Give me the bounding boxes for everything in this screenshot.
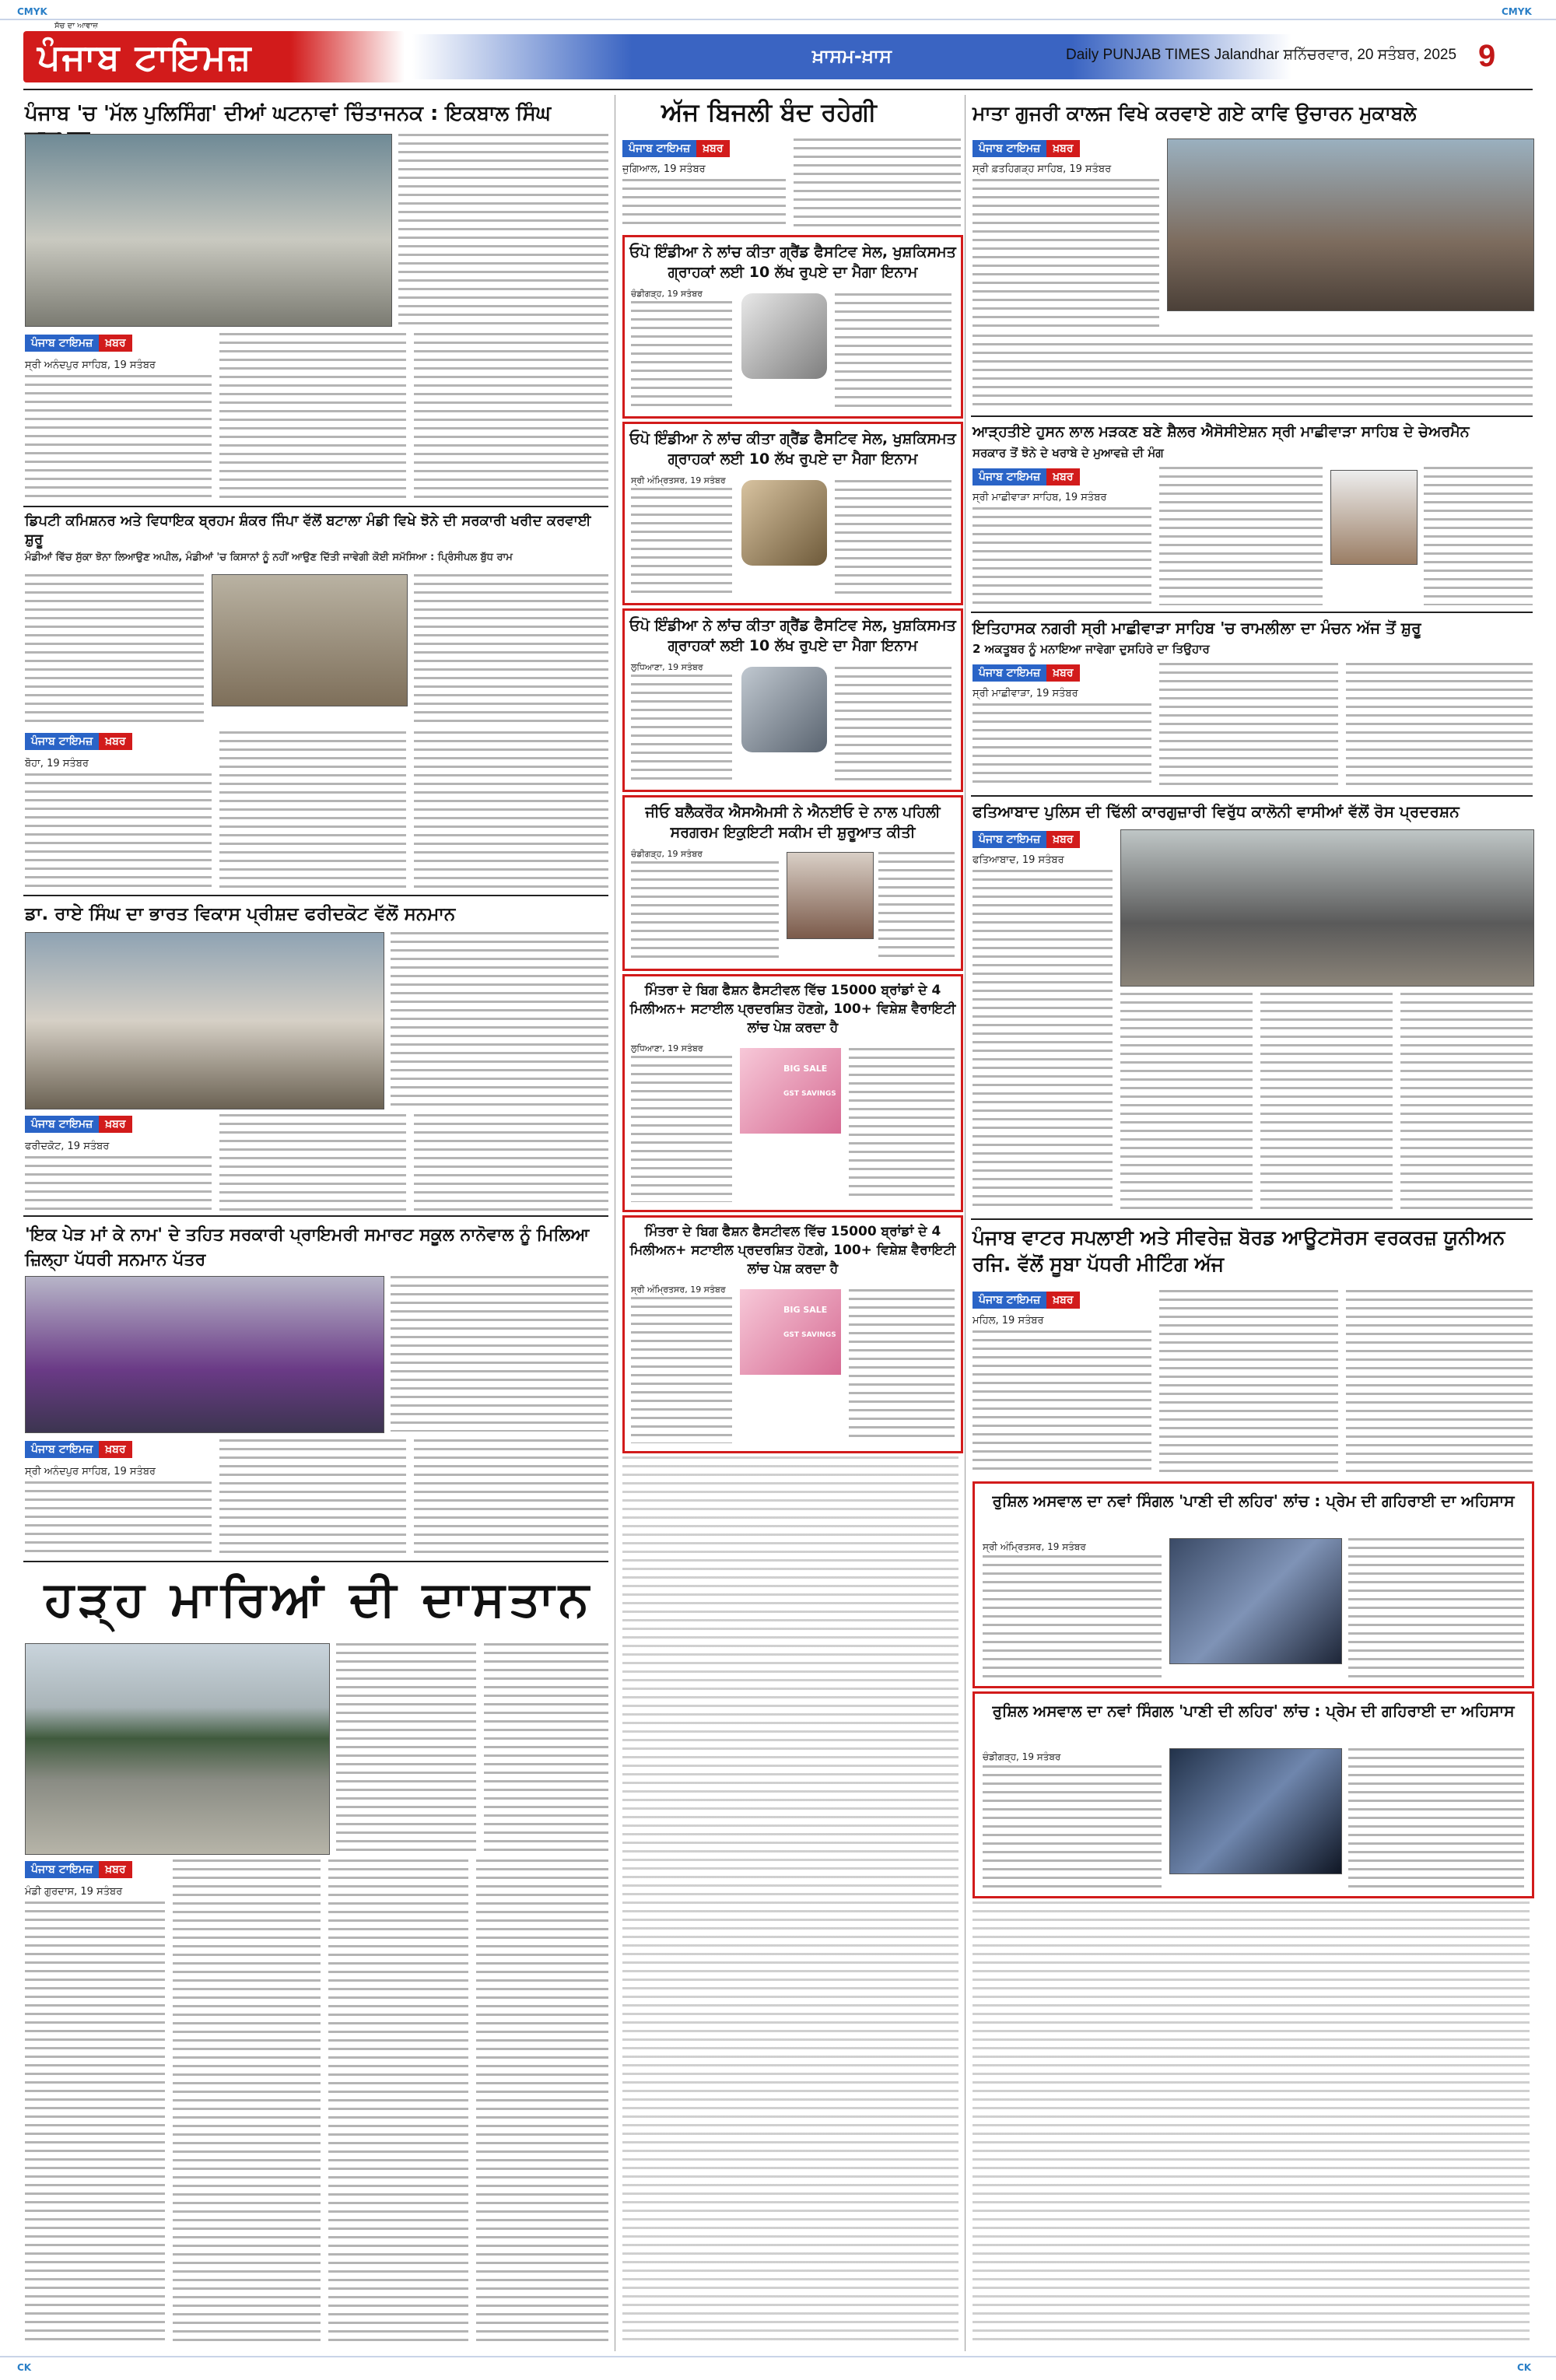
- r3-text-col-2: [1159, 663, 1338, 789]
- jio-blackrock-headline: ਜੀਓ ਬਲੈਕਰੌਕ ਐਸਐਮਸੀ ਨੇ ਐਨਈਓ ਦੇ ਨਾਲ ਪਹਿਲੀ ਸਰਗਰਮ ਇਕੁਇਟੀ ਸਕੀਮ ਦੀ ਸ਼ੁਰੂਆਤ ਕੀਤੀ: [645, 804, 941, 841]
- oppo-ad-2-headline: ਓਪੋ ਇੰਡੀਆ ਨੇ ਲਾਂਚ ਕੀਤਾ ਗ੍ਰੈਂਡ ਫੈਸਟਿਵ ਸੇਲ, ਖੁਸ਼ਕਿਸਮਤ ਗ੍ਰਾਹਕਾਂ ਲਈ 10 ਲੱਖ ਰੁਪਏ ਦਾ ਮੈਗਾ ਇਨਾਮ: [629, 430, 956, 468]
- r2-text-col-3: [1424, 467, 1533, 605]
- article-2-subhead: ਮੰਡੀਆਂ ਵਿੱਚ ਸੁੱਕਾ ਝੋਨਾ ਲਿਆਉਣ ਅਪੀਲ, ਮੰਡੀਆਂ 'ਚ ਕਿਸਾਨਾਂ ਨੂੰ ਨਹੀਂ ਆਉਣ ਦਿੱਤੀ ਜਾਵੇਗੀ ਕੋਈ ਸਮੱਸਿਆ : ਪ੍ਰਿੰਸੀਪਲ ਬੁੱਧ ਰਾਮ: [25, 552, 513, 563]
- r1-headline: ਮਾਤਾ ਗੁਜਰੀ ਕਾਲਜ ਵਿਖੇ ਕਰਵਾਏ ਗਏ ਕਾਵਿ ਉਚਾਰਨ ਮੁਕਾਬਲੇ: [972, 102, 1417, 124]
- page-number: 9: [1478, 39, 1496, 73]
- oppo-ad-3-headline: ਓਪੋ ਇੰਡੀਆ ਨੇ ਲਾਂਚ ਕੀਤਾ ਗ੍ਰੈਂਡ ਫੈਸਟਿਵ ਸੇਲ, ਖੁਸ਼ਕਿਸਮਤ ਗ੍ਰਾਹਕਾਂ ਲਈ 10 ਲੱਖ ਰੁਪਏ ਦਾ ਮੈਗਾ ਇਨਾਮ: [629, 617, 956, 654]
- article-3-text-col-right: [391, 932, 608, 1108]
- r2-subhead: ਸਰਕਾਰ ਤੋਂ ਝੋਨੇ ਦੇ ਖਰਾਬੇ ਦੇ ਮੁਆਵਜ਼ੇ ਦੀ ਮੰਗ: [972, 446, 1164, 460]
- article-2-text-col-6: [414, 731, 608, 889]
- r3-headline: ਇਤਿਹਾਸਕ ਨਗਰੀ ਸ੍ਰੀ ਮਾਛੀਵਾੜਾ ਸਾਹਿਬ 'ਚ ਰਾਮਲੀਲਾ ਦਾ ਮੰਚਨ ਅੱਜ ਤੋਂ ਸ਼ੁਰੂ: [972, 619, 1421, 637]
- tag-paper: ਪੰਜਾਬ ਟਾਇਮਜ਼: [972, 1292, 1046, 1309]
- tag-kind: ਖ਼ਬਰ: [1046, 468, 1079, 485]
- oppo-ad-1-headline: ਓਪੋ ਇੰਡੀਆ ਨੇ ਲਾਂਚ ਕੀਤਾ ਗ੍ਰੈਂਡ ਫੈਸਟਿਵ ਸੇਲ, ਖੁਸ਼ਕਿਸਮਤ ਗ੍ਰਾਹਕਾਂ ਲਈ 10 ਲੱਖ ਰੁਪਏ ਦਾ ਮੈਗਾ ਇਨਾਮ: [629, 244, 956, 281]
- section-title: ਖ਼ਾਸਮ-ਖ਼ਾਸ: [812, 45, 892, 67]
- divider: [23, 1215, 608, 1217]
- divider: [23, 506, 608, 507]
- tag-paper: ਪੰਜਾਬ ਟਾਇਮਜ਼: [25, 1116, 99, 1133]
- phone-image: [741, 667, 827, 752]
- power-cut-text-2: [794, 138, 961, 227]
- rushil-ad-1-dateline: ਸ੍ਰੀ ਅੰਮ੍ਰਿਤਸਰ, 19 ਸਤੰਬਰ: [983, 1541, 1086, 1552]
- oppo-ad-1-text-1: [631, 301, 732, 408]
- myntra-ad-2-headline: ਮਿੰਤਰਾ ਦੇ ਬਿਗ ਫੈਸ਼ਨ ਫੈਸਟੀਵਲ ਵਿੱਚ 15000 ਬ੍ਰਾਂਡਾਂ ਦੇ 4 ਮਿਲੀਅਨ+ ਸਟਾਈਲ ਪ੍ਰਦਰਸ਼ਿਤ ਹੋਣਗੇ, 100+ ਵਿਸ਼ੇਸ਼ ਵੈਰਾਇਟੀ ਲਾਂਚ ਪੇਸ਼ ਕਰਦਾ ਹੈ: [629, 1224, 956, 1277]
- header-rule: [23, 89, 1533, 90]
- flood-text-col-4b: [476, 1859, 608, 2345]
- power-cut-dateline: ਜੁਗਿਆਲ, 19 ਸਤੰਬਰ: [622, 163, 706, 175]
- r5-headline: ਪੰਜਾਬ ਵਾਟਰ ਸਪਲਾਈ ਅਤੇ ਸੀਵਰੇਜ਼ ਬੋਰਡ ਆਊਟਸੋਰਸ ਵਰਕਰਜ਼ ਯੂਨੀਅਨ ਰਜਿ. ਵੱਲੋਂ ਸੂਬਾ ਪੱਧਰੀ ਮੀਟਿੰਗ ਅੱਜ: [972, 1226, 1505, 1275]
- article-3-dateline: ਫਰੀਦਕੋਟ, 19 ਸਤੰਬਰ: [25, 1141, 110, 1152]
- gst-badge: GST SAVINGS: [783, 1331, 836, 1339]
- myntra-ad-1-text-2: [849, 1048, 955, 1202]
- r5-tag: [972, 1290, 1080, 1310]
- r4-text-col-1: [972, 870, 1113, 1212]
- myntra-ad-2-text-2: [849, 1289, 955, 1443]
- flood-text-col-3: [484, 1643, 608, 1853]
- article-3-headline: ਡਾ. ਰਾਏ ਸਿੰਘ ਦਾ ਭਾਰਤ ਵਿਕਾਸ ਪ੍ਰੀਸ਼ਦ ਫਰੀਦਕੋਟ ਵੱਲੋਂ ਸਨਮਾਨ: [25, 904, 456, 924]
- r5-text-col-3: [1346, 1290, 1533, 1474]
- myntra-ad-2-image: [740, 1289, 841, 1375]
- article-1-text-col-right: [398, 134, 608, 325]
- flood-text-col-2: [336, 1643, 476, 1853]
- tag-paper: ਪੰਜਾਬ ਟਾਇਮਜ਼: [622, 140, 696, 157]
- r2-text-col-2: [1159, 467, 1323, 605]
- masthead: [23, 22, 412, 87]
- divider: [971, 1218, 1533, 1220]
- myntra-ad-1-headline: ਮਿੰਤਰਾ ਦੇ ਬਿਗ ਫੈਸ਼ਨ ਫੈਸਟੀਵਲ ਵਿੱਚ 15000 ਬ੍ਰਾਂਡਾਂ ਦੇ 4 ਮਿਲੀਅਨ+ ਸਟਾਈਲ ਪ੍ਰਦਰਸ਼ਿਤ ਹੋਣਗੇ, 100+ ਵਿਸ਼ੇਸ਼ ਵੈਰਾਇਟੀ ਲਾਂਚ ਪੇਸ਼ ਕਰਦਾ ਹੈ: [629, 983, 956, 1036]
- article-2-photo: [212, 574, 408, 706]
- tag-kind: ਖ਼ਬਰ: [1046, 1292, 1079, 1309]
- myntra-ad-1-text-1: [631, 1056, 732, 1202]
- article-3-text-col-2: [219, 1114, 406, 1211]
- r3-subhead: 2 ਅਕਤੂਬਰ ਨੂੰ ਮਨਾਇਆ ਜਾਵੇਗਾ ਦੁਸਹਿਰੇ ਦਾ ਤਿਉਹਾਰ: [972, 642, 1210, 656]
- r2-portrait: [1330, 470, 1418, 565]
- power-cut-tag: [622, 138, 730, 159]
- phone-image: [741, 480, 827, 566]
- flood-text-col-3b: [328, 1859, 468, 2345]
- article-3-text-col-1: [25, 1156, 212, 1211]
- oppo-ad-2-text-2: [835, 480, 951, 595]
- r4-protest-photo: [1120, 829, 1534, 987]
- r1-text-row: [972, 335, 1533, 409]
- divider: [23, 1561, 608, 1562]
- tag-paper: ਪੰਜਾਬ ਟਾਇਮਜ਼: [972, 468, 1046, 485]
- rushil-ad-1-text-2: [1348, 1538, 1524, 1678]
- article-1-tag: [25, 333, 132, 353]
- r2-dateline: ਸ੍ਰੀ ਮਾਛੀਵਾੜਾ ਸਾਹਿਬ, 19 ਸਤੰਬਰ: [972, 492, 1107, 503]
- tag-paper: ਪੰਜਾਬ ਟਾਇਮਜ਼: [25, 1861, 99, 1878]
- rushil-ad-2-text-2: [1348, 1748, 1524, 1888]
- article-4-headline: 'ਇਕ ਪੇੜ ਮਾਂ ਕੇ ਨਾਮ' ਦੇ ਤਹਿਤ ਸਰਕਾਰੀ ਪ੍ਰਾਇਮਰੀ ਸਮਾਰਟ ਸਕੂਲ ਨਾਨੋਵਾਲ ਨੂੰ ਮਿਲਿਆ ਜ਼ਿਲ੍ਹਾ ਪੱਧਰੀ ਸਨਮਾਨ ਪੱਤਰ: [25, 1225, 590, 1270]
- oppo-ad-3-text-2: [835, 667, 951, 782]
- rushil-ad-1-text-1: [983, 1555, 1162, 1678]
- flood-text-col-1b: [25, 1902, 165, 2345]
- article-2-headline: ਡਿਪਟੀ ਕਮਿਸ਼ਨਰ ਅਤੇ ਵਿਧਾਇਕ ਬ੍ਰਹਮ ਸ਼ੰਕਰ ਜਿੰਪਾ ਵੱਲੋਂ ਬਟਾਲਾ ਮੰਡੀ ਵਿਖੇ ਝੋਨੇ ਦੀ ਸਰਕਾਰੀ ਖਰੀਦ ਕਰਵਾਈ ਸ਼ੁਰੂ: [25, 513, 591, 548]
- r2-tag: [972, 467, 1080, 487]
- myntra-ad-2-text-1: [631, 1297, 732, 1443]
- rushil-ad-1: [972, 1481, 1534, 1688]
- r1-tag: [972, 138, 1080, 159]
- gst-badge: GST SAVINGS: [783, 1090, 836, 1098]
- reg-line-bottom: [0, 2356, 1556, 2357]
- article-4-tag: [25, 1439, 132, 1460]
- article-2-text-col-4: [25, 773, 212, 889]
- oppo-ad-1: [622, 235, 963, 419]
- r3-dateline: ਸ੍ਰੀ ਮਾਛੀਵਾੜਾ, 19 ਸਤੰਬਰ: [972, 688, 1078, 699]
- article-2-text-col-3: [414, 574, 608, 725]
- sale-badge: BIG SALE: [783, 1305, 828, 1315]
- article-2-dateline: ਬੋਹਾ, 19 ਸਤੰਬਰ: [25, 758, 89, 769]
- rushil-ad-1-headline: ਰੁਸ਼ਿਲ ਅਸਵਾਲ ਦਾ ਨਵਾਂ ਸਿੰਗਲ 'ਪਾਣੀ ਦੀ ਲਹਿਰ' ਲਾਂਚ : ਪ੍ਰੇਮ ਦੀ ਗਹਿਰਾਈ ਦਾ ਅਹਿਸਾਸ: [992, 1491, 1515, 1510]
- oppo-ad-2: [622, 422, 963, 605]
- myntra-ad-1-dateline: ਲੁਧਿਆਣਾ, 19 ਸਤੰਬਰ: [631, 1043, 703, 1053]
- r1-text-col-1: [972, 179, 1159, 327]
- rushil-ad-2-image: [1169, 1748, 1342, 1874]
- cmyk-mark-left: CMYK: [17, 6, 47, 17]
- article-2-text-col-5: [219, 731, 406, 889]
- middle-column-continuation: [622, 1456, 958, 2345]
- tag-kind: ਖ਼ਬਰ: [1046, 140, 1079, 157]
- article-4-text-col-1: [25, 1481, 212, 1555]
- article-4-text-col-2: [219, 1439, 406, 1555]
- page-dateline: Daily PUNJAB TIMES Jalandhar ਸ਼ਨਿੱਚਰਵਾਰ, 20 ਸਤੰਬਰ, 2025: [1066, 47, 1457, 63]
- r4-headline: ਫਤਿਆਬਾਦ ਪੁਲਿਸ ਦੀ ਢਿੱਲੀ ਕਾਰਗੁਜ਼ਾਰੀ ਵਿਰੁੱਧ ਕਾਲੋਨੀ ਵਾਸੀਆਂ ਵੱਲੋਂ ਰੋਸ ਪ੍ਰਦਰਸ਼ਨ: [972, 802, 1460, 821]
- ck-mark-left: CK: [17, 2362, 32, 2373]
- r1-group-photo: [1167, 138, 1534, 311]
- reg-line: [0, 19, 1556, 20]
- article-3-tag: [25, 1114, 132, 1134]
- article-3-photo: [25, 932, 384, 1109]
- r4-text-col-2: [1120, 993, 1253, 1212]
- article-1-dateline: ਸ੍ਰੀ ਅਨੰਦਪੁਰ ਸਾਹਿਬ, 19 ਸਤੰਬਰ: [25, 359, 156, 371]
- flood-dateline: ਮੰਡੀ ਗੁਰਦਾਸ, 19 ਸਤੰਬਰ: [25, 1886, 123, 1898]
- article-2-text-col-1: [25, 574, 204, 725]
- oppo-ad-2-dateline: ਸ੍ਰੀ ਅੰਮ੍ਰਿਤਸਰ, 19 ਸਤੰਬਰ: [631, 475, 726, 485]
- r3-text-col-1: [972, 703, 1151, 789]
- executive-portrait: [787, 852, 874, 939]
- tag-paper: ਪੰਜਾਬ ਟਾਇਮਜ਼: [972, 664, 1046, 682]
- ck-mark-right: CK: [1517, 2362, 1532, 2373]
- sale-badge: BIG SALE: [783, 1064, 828, 1074]
- oppo-ad-1-dateline: ਚੰਡੀਗੜ੍ਹ, 19 ਸਤੰਬਰ: [631, 289, 703, 299]
- tag-paper: ਪੰਜਾਬ ਟਾਇਮਜ਼: [25, 1441, 99, 1458]
- r4-dateline: ਫਤਿਆਬਾਦ, 19 ਸਤੰਬਰ: [972, 854, 1064, 866]
- jio-blackrock-ad: [622, 795, 963, 971]
- tag-paper: ਪੰਜਾਬ ਟਾਇਮਜ਼: [972, 140, 1046, 157]
- divider: [23, 895, 608, 896]
- registration-bar-top: [0, 0, 1556, 20]
- rushil-ad-1-image: [1169, 1538, 1342, 1664]
- flood-text-col-2b: [173, 1859, 321, 2345]
- r5-dateline: ਮਹਿਲ, 19 ਸਤੰਬਰ: [972, 1315, 1044, 1327]
- flood-story-title: ਹੜ੍ਹ ਮਾਰਿਆਂ ਦੀ ਦਾਸਤਾਨ: [44, 1570, 594, 1627]
- cmyk-mark-right: CMYK: [1502, 6, 1532, 17]
- oppo-ad-1-text-2: [835, 293, 951, 408]
- jio-blackrock-text-2: [878, 852, 955, 961]
- myntra-ad-1-image: [740, 1048, 841, 1134]
- divider: [971, 795, 1533, 797]
- article-4-text-col-3: [414, 1439, 608, 1555]
- article-1-headline: ਪੰਜਾਬ 'ਚ 'ਮੱਲ ਪੁਲਿਸਿੰਗ' ਦੀਆਂ ਘਟਨਾਵਾਂ ਚਿੰਤਾਜਨਕ : ਇਕਬਾਲ ਸਿੰਘ: [25, 102, 552, 125]
- tag-paper: ਪੰਜਾਬ ਟਾਇਮਜ਼: [25, 335, 99, 352]
- tag-kind: ਖ਼ਬਰ: [99, 733, 131, 750]
- r5-text-col-2: [1159, 1290, 1338, 1474]
- logo-title: ਪੰਜਾਬ ਟਾਇਮਜ਼: [37, 36, 253, 78]
- jio-blackrock-text-1: [631, 861, 779, 961]
- divider: [971, 415, 1533, 417]
- masthead-tagline: ਸੱਚ ਦਾ ਆਵਾਜ਼: [54, 22, 98, 30]
- tag-kind: ਖ਼ਬਰ: [1046, 831, 1079, 848]
- myntra-ad-1: [622, 974, 963, 1212]
- tag-kind: ਖ਼ਬਰ: [99, 1441, 131, 1458]
- tag-kind: ਖ਼ਬਰ: [99, 1116, 131, 1133]
- divider: [971, 612, 1533, 613]
- tag-kind: ਖ਼ਬਰ: [1046, 664, 1079, 682]
- article-1-text-col-1: [25, 375, 212, 499]
- power-cut-text-1: [622, 179, 786, 227]
- article-4-text-col-right: [391, 1276, 608, 1432]
- right-column-continuation: [972, 1902, 1530, 2345]
- r5-text-col-1: [972, 1330, 1151, 1474]
- rushil-ad-2-dateline: ਚੰਡੀਗੜ੍ਹ, 19 ਸਤੰਬਰ: [983, 1751, 1061, 1762]
- r3-tag: [972, 663, 1080, 683]
- rushil-ad-2-headline: ਰੁਸ਼ਿਲ ਅਸਵਾਲ ਦਾ ਨਵਾਂ ਸਿੰਗਲ 'ਪਾਣੀ ਦੀ ਲਹਿਰ' ਲਾਂਚ : ਪ੍ਰੇਮ ਦੀ ਗਹਿਰਾਈ ਦਾ ਅਹਿਸਾਸ: [992, 1702, 1515, 1720]
- rushil-ad-2: [972, 1691, 1534, 1898]
- oppo-ad-3-dateline: ਲੁਧਿਆਣਾ, 19 ਸਤੰਬਰ: [631, 662, 703, 672]
- tag-paper: ਪੰਜਾਬ ਟਾਇਮਜ਼: [25, 733, 99, 750]
- r2-headline: ਆੜ੍ਹਤੀਏ ਹੁਸਨ ਲਾਲ ਮੜਕਣ ਬਣੇ ਸ਼ੈਲਰ ਐਸੋਸੀਏਸ਼ਨ ਸ੍ਰੀ ਮਾਛੀਵਾੜਾ ਸਾਹਿਬ ਦੇ ਚੇਅਰਮੈਨ: [972, 423, 1470, 440]
- tag-paper: ਪੰਜਾਬ ਟਾਇਮਜ਼: [972, 831, 1046, 848]
- r3-text-col-3: [1346, 663, 1533, 789]
- r4-tag: [972, 829, 1080, 850]
- flood-tag: [25, 1859, 132, 1880]
- article-2-tag: [25, 731, 132, 752]
- article-1-photo: [25, 134, 392, 327]
- r2-text-col-1: [972, 507, 1151, 605]
- article-4-photo: [25, 1276, 384, 1433]
- rushil-ad-2-text-1: [983, 1765, 1162, 1888]
- tag-kind: ਖ਼ਬਰ: [99, 335, 131, 352]
- oppo-ad-2-text-1: [631, 488, 732, 595]
- article-1-text-col-3: [414, 333, 608, 499]
- myntra-ad-2-dateline: ਸ੍ਰੀ ਅੰਮ੍ਰਿਤਸਰ, 19 ਸਤੰਬਰ: [631, 1285, 726, 1295]
- r1-dateline: ਸ੍ਰੀ ਫ਼ਤਹਿਗੜ੍ਹ ਸਾਹਿਬ, 19 ਸਤੰਬਰ: [972, 163, 1112, 175]
- power-cut-headline: ਅੱਜ ਬਿਜਲੀ ਬੰਦ ਰਹੇਗੀ: [661, 97, 877, 127]
- tag-kind: ਖ਼ਬਰ: [99, 1861, 131, 1878]
- article-1-text-col-2: [219, 333, 406, 499]
- myntra-ad-2: [622, 1215, 963, 1453]
- article-4-dateline: ਸ੍ਰੀ ਅਨੰਦਪੁਰ ਸਾਹਿਬ, 19 ਸਤੰਬਰ: [25, 1466, 156, 1477]
- phone-image: [741, 293, 827, 379]
- tag-kind: ਖ਼ਬਰ: [696, 140, 729, 157]
- article-3-text-col-3: [414, 1114, 608, 1211]
- flood-photo: [25, 1643, 330, 1855]
- oppo-ad-3-text-1: [631, 675, 732, 782]
- r4-text-col-3: [1260, 993, 1393, 1212]
- oppo-ad-3: [622, 608, 963, 792]
- logo: [23, 31, 405, 82]
- jio-blackrock-dateline: ਚੰਡੀਗੜ੍ਹ, 19 ਸਤੰਬਰ: [631, 849, 703, 859]
- r4-text-col-4: [1400, 993, 1533, 1212]
